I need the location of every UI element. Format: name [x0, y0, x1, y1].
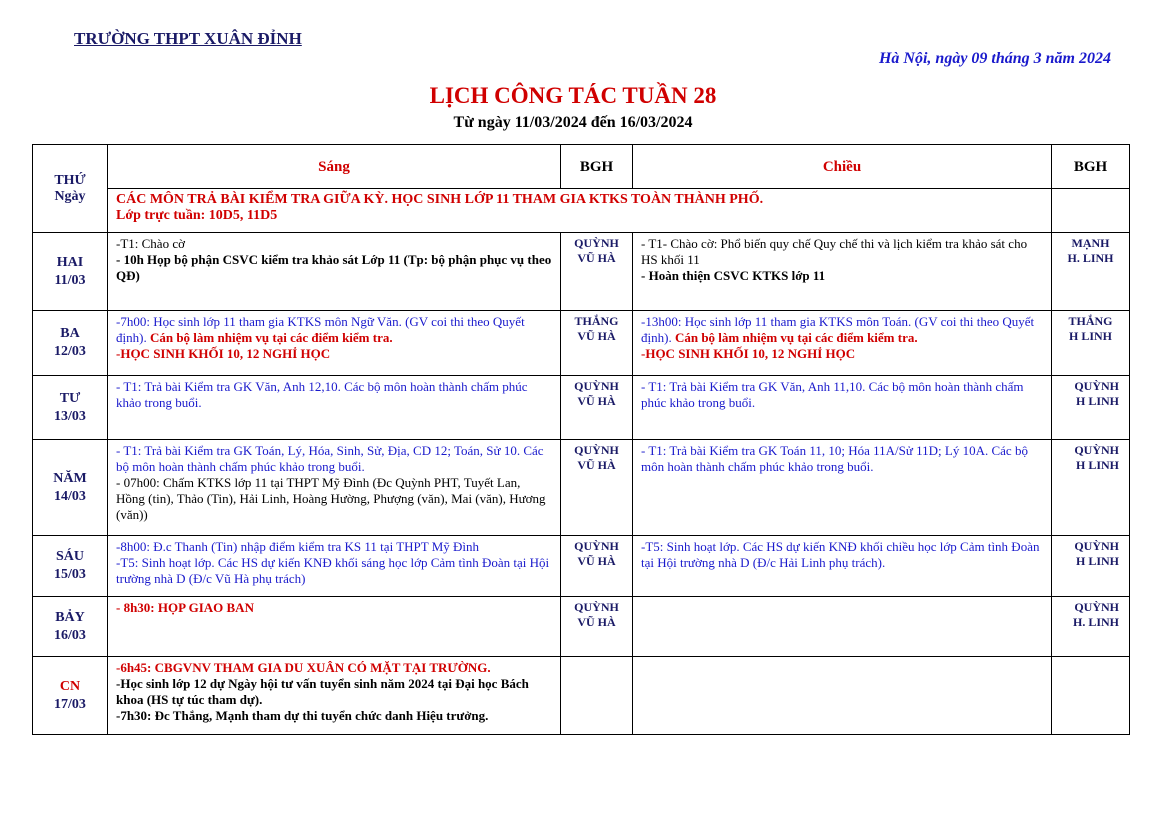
afternoon-item: -13h00: Học sinh lớp 11 tham gia KTKS môn Toán. (GV coi thi theo Quyết định).	[641, 314, 1035, 345]
morning-item: - T1: Trả bài Kiểm tra GK Toán, Lý, Hóa, Sinh, Sử, Địa, CD 12; Toán, Sử 10. Các bộ môn hoàn thành chấm phúc khảo trong buổi.	[116, 443, 544, 474]
bgh-afternoon-cell	[1052, 311, 1130, 376]
morning-cell	[108, 657, 561, 735]
bgh-morning-cell	[561, 536, 633, 597]
morning-cell	[108, 233, 561, 311]
day-name: TƯ	[59, 390, 81, 406]
afternoon-cell	[633, 536, 1052, 597]
afternoon-item: - T1: Trả bài Kiểm tra GK Văn, Anh 11,10. Các bộ môn hoàn thành chấm phúc khảo trong buổi.	[641, 379, 1024, 410]
afternoon-cell	[633, 233, 1052, 311]
notice-line-1: CÁC MÔN TRẢ BÀI KIỂM TRA GIỮA KỲ. HỌC SINH LỚP 11 THAM GIA KTKS TOÀN THÀNH PHỐ.	[116, 192, 764, 207]
day-cell	[33, 376, 108, 440]
header-row	[33, 145, 1130, 189]
day-cell	[33, 311, 108, 376]
day-name: SÁU	[55, 549, 84, 564]
morning-header: Sáng	[108, 145, 561, 189]
day-cell	[33, 440, 108, 536]
bgh-name: VŨ HÀ	[577, 615, 616, 629]
notice-row	[33, 189, 1130, 233]
morning-item-emphasis: Cán bộ làm nhiệm vụ tại các điểm kiểm tra.	[149, 330, 393, 345]
day-column-header	[33, 145, 108, 233]
morning-item: - 07h00: Chấm KTKS lớp 11 tại THPT Mỹ Đình (Đc Quỳnh PHT, Tuyết Lan, Hồng (tin), Thảo (Tin), Hải Linh, Hoàng Hường, Phượng (văn), Mai (văn), Hương (văn))	[116, 475, 546, 522]
day-header-bottom: Ngày	[54, 188, 86, 204]
bgh-name: QUỲNH	[574, 539, 619, 553]
morning-item: -Học sinh lớp 12 dự Ngày hội tư vấn tuyển sinh năm 2024 tại Đại học Bách khoa (HS tự túc tham dự).	[116, 676, 529, 707]
morning-item: -7h30: Đc Thắng, Mạnh tham dự thi tuyển chức danh Hiệu trưởng.	[116, 708, 489, 723]
bgh-morning-cell	[561, 657, 633, 735]
bgh-name: QUỲNH	[1074, 600, 1119, 614]
bgh-morning-cell	[561, 311, 633, 376]
afternoon-cell	[633, 657, 1052, 735]
bgh-name: H LINH	[1075, 554, 1119, 568]
morning-cell	[108, 376, 561, 440]
afternoon-header: Chiều	[633, 145, 1052, 189]
table-row	[33, 311, 1130, 376]
notice-line-2: Lớp trực tuần: 10D5, 11D5	[116, 208, 278, 223]
bgh-afternoon-header: BGH	[1052, 145, 1130, 189]
day-date: 15/03	[54, 567, 86, 582]
bgh-name: QUỲNH	[574, 379, 619, 393]
morning-item: -6h45: CBGVNV THAM GIA DU XUÂN CÓ MẶT TẠI TRƯỜNG.	[116, 660, 491, 675]
day-cell	[33, 657, 108, 735]
bgh-afternoon-cell	[1052, 440, 1130, 536]
bgh-morning-cell	[561, 233, 633, 311]
bgh-name: QUỲNH	[1074, 379, 1119, 393]
afternoon-item: - Hoàn thiện CSVC KTKS lớp 11	[641, 268, 826, 283]
bgh-name: H. LINH	[1072, 615, 1119, 629]
bgh-afternoon-cell	[1052, 597, 1130, 657]
morning-cell	[108, 536, 561, 597]
school-name: TRƯỜNG THPT XUÂN ĐỈNH	[74, 29, 302, 48]
dateline: Hà Nội, ngày 09 tháng 3 năm 2024	[878, 50, 1111, 67]
morning-item: -T5: Sinh hoạt lớp. Các HS dự kiến KNĐ khối sáng học lớp Cảm tình Đoàn tại Hội trường nhà D (Đ/c Vũ Hà phụ trách)	[116, 555, 550, 586]
schedule-table	[32, 144, 1130, 735]
day-date: 11/03	[54, 272, 86, 288]
morning-item: - 10h Họp bộ phận CSVC kiểm tra khảo sát Lớp 11 (Tp: bộ phận phục vụ theo QĐ)	[116, 252, 552, 283]
day-header-top: THỨ	[54, 172, 86, 188]
bgh-name: QUỲNH	[574, 236, 619, 250]
bgh-afternoon-cell	[1052, 657, 1130, 735]
afternoon-item: -HỌC SINH KHỐI 10, 12 NGHỈ HỌC	[641, 346, 856, 361]
afternoon-item: -T5: Sinh hoạt lớp. Các HS dự kiến KNĐ khối chiều học lớp Cảm tình Đoàn tại Hội trường nhà D (Đ/c Hải Linh phụ trách).	[641, 539, 1040, 570]
day-date: 12/03	[54, 344, 86, 359]
afternoon-cell	[633, 440, 1052, 536]
bgh-morning-header: BGH	[561, 145, 633, 189]
page-title: LỊCH CÔNG TÁC TUẦN 28	[429, 83, 717, 108]
morning-item: -HỌC SINH KHỐI 10, 12 NGHỈ HỌC	[116, 346, 331, 361]
bgh-name: THẮNG	[574, 314, 619, 328]
bgh-name: H LINH	[1075, 394, 1119, 408]
morning-item: - T1: Trả bài Kiểm tra GK Văn, Anh 12,10. Các bộ môn hoàn thành chấm phúc khảo trong buổi.	[116, 379, 528, 410]
day-cell	[33, 536, 108, 597]
day-name: NĂM	[53, 470, 87, 486]
morning-item: - 8h30: HỌP GIAO BAN	[116, 600, 254, 615]
bgh-morning-cell	[561, 597, 633, 657]
table-row	[33, 440, 1130, 536]
afternoon-item-emphasis: Cán bộ làm nhiệm vụ tại các điểm kiểm tra.	[674, 330, 918, 345]
day-name: HAI	[56, 254, 84, 270]
bgh-name: H LINH	[1075, 458, 1119, 472]
bgh-name: H. LINH	[1067, 251, 1114, 265]
morning-cell	[108, 311, 561, 376]
bgh-morning-cell	[561, 376, 633, 440]
afternoon-item: - T1: Trả bài Kiểm tra GK Toán 11, 10; Hóa 11A/Sử 11D; Lý 10A. Các bộ môn hoàn thành chấm phúc khảo trong buổi.	[641, 443, 1028, 474]
notice-cell	[108, 189, 1052, 233]
morning-cell	[108, 597, 561, 657]
day-name: CN	[59, 678, 81, 694]
day-date: 14/03	[54, 488, 86, 504]
morning-item: -T1: Chào cờ	[116, 236, 185, 251]
bgh-name: VŨ HÀ	[577, 458, 616, 472]
day-cell	[33, 597, 108, 657]
day-date: 13/03	[54, 408, 86, 424]
day-name: BA	[60, 326, 80, 341]
table-row	[33, 597, 1130, 657]
bgh-name: THẮNG	[1068, 314, 1113, 328]
day-date: 16/03	[54, 627, 86, 643]
bgh-afternoon-cell	[1052, 376, 1130, 440]
bgh-name: QUỲNH	[1074, 539, 1119, 553]
afternoon-cell	[633, 311, 1052, 376]
bgh-name: VŨ HÀ	[577, 554, 616, 568]
bgh-name: QUỲNH	[574, 443, 619, 457]
day-cell	[33, 233, 108, 311]
bgh-name: VŨ HÀ	[577, 251, 616, 265]
bgh-name: H LINH	[1068, 329, 1112, 343]
morning-item: -8h00: Đ.c Thanh (Tin) nhập điểm kiểm tra KS 11 tại THPT Mỹ Đình	[116, 539, 480, 554]
afternoon-cell	[633, 376, 1052, 440]
bgh-name: VŨ HÀ	[577, 394, 616, 408]
bgh-morning-cell	[561, 440, 633, 536]
bgh-name: VŨ HÀ	[577, 329, 616, 343]
bgh-afternoon-cell	[1052, 536, 1130, 597]
day-date: 17/03	[54, 696, 86, 712]
table-row	[33, 657, 1130, 735]
bgh-name: QUỲNH	[1074, 443, 1119, 457]
table-row	[33, 376, 1130, 440]
morning-item: -7h00: Học sinh lớp 11 tham gia KTKS môn Ngữ Văn. (GV coi thi theo Quyết định).	[116, 314, 525, 345]
day-name: BẢY	[55, 609, 85, 625]
morning-cell	[108, 440, 561, 536]
bgh-name: MẠNH	[1071, 236, 1110, 250]
table-row	[33, 233, 1130, 311]
afternoon-item: - T1- Chào cờ: Phổ biến quy chế Quy chế thi và lịch kiểm tra khảo sát cho HS khối 11	[641, 236, 1028, 267]
table-row	[33, 536, 1130, 597]
page-subtitle: Từ ngày 11/03/2024 đến 16/03/2024	[453, 114, 693, 131]
bgh-name: QUỲNH	[574, 600, 619, 614]
notice-empty-cell	[1052, 189, 1130, 233]
afternoon-cell	[633, 597, 1052, 657]
bgh-afternoon-cell	[1052, 233, 1130, 311]
